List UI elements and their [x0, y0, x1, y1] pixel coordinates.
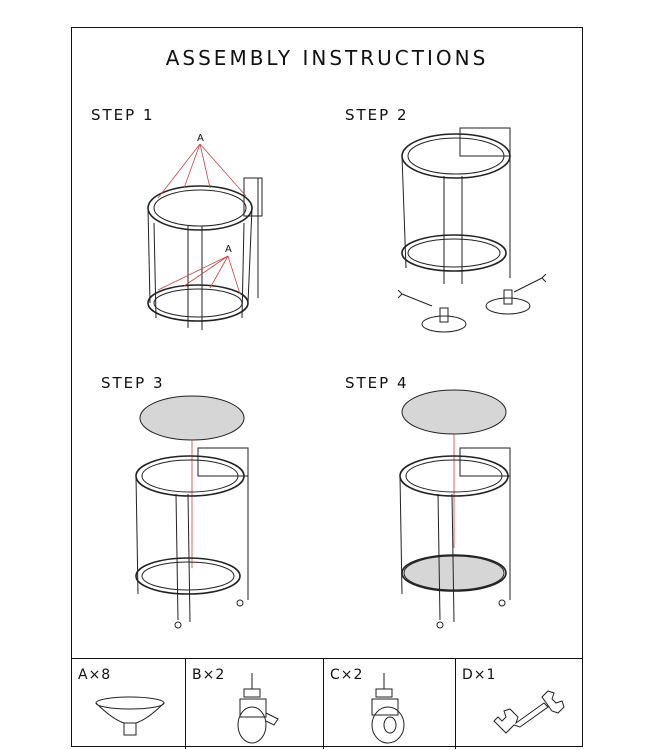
step-4-cart-diagram	[400, 390, 510, 628]
part-b	[186, 659, 324, 749]
wrench-icon	[456, 659, 584, 749]
instruction-sheet	[71, 27, 583, 747]
step-3-cart-diagram	[136, 396, 248, 628]
step-1-cart-diagram	[148, 133, 262, 330]
callout-a-top: A	[197, 133, 204, 144]
step-1-label: STEP 1	[91, 106, 155, 124]
glass-top-panel	[402, 390, 506, 434]
glass-bottom-panel	[404, 556, 504, 590]
step-2-cart-diagram	[398, 128, 546, 332]
locking-caster-icon	[186, 659, 324, 749]
part-c	[324, 659, 456, 749]
part-c-label: C×2	[330, 667, 364, 683]
part-a	[72, 659, 186, 749]
step-3-label: STEP 3	[101, 374, 165, 392]
step-2-label: STEP 2	[345, 106, 409, 124]
part-d-label: D×1	[462, 667, 497, 683]
part-a-label: A×8	[78, 667, 112, 683]
foot-cap-icon	[72, 659, 186, 749]
callout-a-bottom: A	[225, 244, 232, 255]
parts-list	[72, 658, 582, 749]
part-b-label: B×2	[192, 667, 226, 683]
glass-top-panel	[140, 396, 244, 440]
page-title: ASSEMBLY INSTRUCTIONS	[165, 46, 489, 70]
caster-wheel-icon	[324, 659, 456, 749]
assembly-illustrations	[72, 28, 584, 658]
step-4-label: STEP 4	[345, 374, 409, 392]
part-d	[456, 659, 584, 749]
